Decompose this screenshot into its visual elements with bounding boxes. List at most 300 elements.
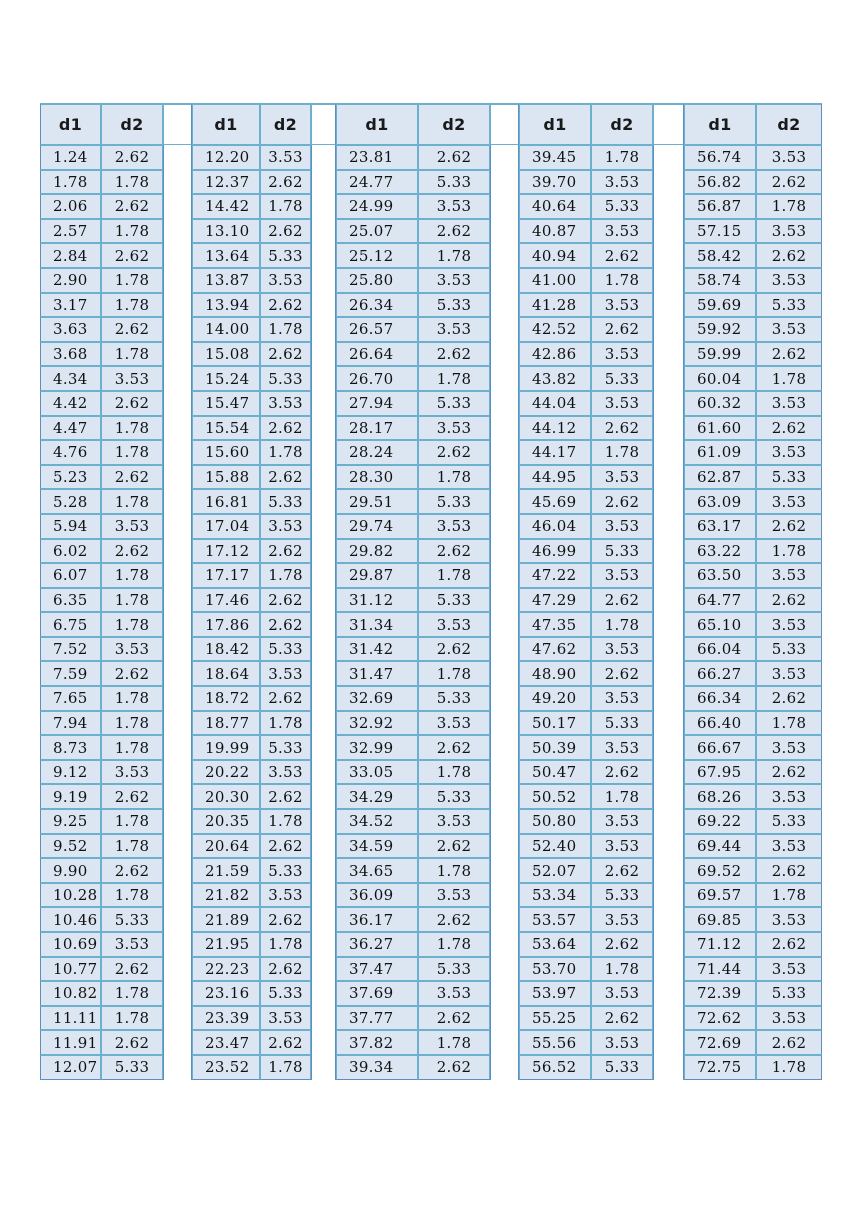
d1-cell: 18.64	[192, 661, 260, 686]
d1-cell: 13.64	[192, 243, 260, 268]
d2-cell: 1.78	[101, 489, 163, 514]
d2-cell: 3.53	[756, 268, 822, 293]
d2-cell: 3.53	[418, 416, 490, 441]
d2-cell: 5.33	[101, 1055, 163, 1080]
d1-cell: 50.39	[519, 735, 591, 760]
d2-cell: 1.78	[591, 612, 653, 637]
group-separator	[163, 170, 192, 195]
group-separator	[490, 539, 519, 564]
d2-cell: 3.53	[591, 391, 653, 416]
d1-cell: 21.95	[192, 932, 260, 957]
d1-cell: 66.04	[684, 637, 756, 662]
d2-cell: 5.33	[418, 686, 490, 711]
group-separator	[163, 1030, 192, 1055]
table-row	[40, 735, 822, 760]
d1-cell: 7.94	[40, 711, 101, 736]
group-separator	[163, 957, 192, 982]
d1-cell: 6.35	[40, 588, 101, 613]
d1-cell: 10.28	[40, 883, 101, 908]
d2-cell: 1.78	[101, 170, 163, 195]
d2-cell: 1.78	[101, 440, 163, 465]
group-separator	[653, 103, 684, 145]
d2-cell: 3.53	[101, 366, 163, 391]
d2-cell: 2.62	[260, 293, 311, 318]
d1-cell: 72.75	[684, 1055, 756, 1080]
group-separator	[163, 103, 192, 145]
d1-cell: 58.42	[684, 243, 756, 268]
group-separator	[653, 883, 684, 908]
d2-cell: 3.53	[591, 834, 653, 859]
group-separator	[163, 883, 192, 908]
d2-cell: 5.33	[418, 588, 490, 613]
d2-cell: 5.33	[260, 366, 311, 391]
group-separator	[490, 834, 519, 859]
d2-cell: 3.53	[260, 760, 311, 785]
group-separator	[163, 1006, 192, 1031]
group-separator	[490, 194, 519, 219]
d1-cell: 23.39	[192, 1006, 260, 1031]
column-header-d2: d2	[418, 103, 490, 145]
d1-cell: 20.30	[192, 784, 260, 809]
d2-cell: 1.78	[418, 366, 490, 391]
d2-cell: 1.78	[418, 661, 490, 686]
d2-cell: 2.62	[756, 170, 822, 195]
d2-cell: 5.33	[591, 194, 653, 219]
d2-cell: 3.53	[418, 514, 490, 539]
d2-cell: 2.62	[591, 858, 653, 883]
d1-cell: 5.94	[40, 514, 101, 539]
group-separator	[490, 883, 519, 908]
d2-cell: 1.78	[418, 1030, 490, 1055]
d1-cell: 53.57	[519, 907, 591, 932]
group-separator	[490, 489, 519, 514]
d1-cell: 6.75	[40, 612, 101, 637]
d2-cell: 3.53	[591, 686, 653, 711]
d1-cell: 29.82	[336, 539, 418, 564]
d2-cell: 2.62	[260, 170, 311, 195]
d1-cell: 50.80	[519, 809, 591, 834]
d1-cell: 34.65	[336, 858, 418, 883]
column-header-d2: d2	[756, 103, 822, 145]
group-separator	[653, 539, 684, 564]
d2-cell: 3.53	[591, 514, 653, 539]
group-separator	[653, 661, 684, 686]
group-separator	[653, 366, 684, 391]
d2-cell: 5.33	[756, 293, 822, 318]
d2-cell: 3.53	[756, 219, 822, 244]
d1-cell: 29.87	[336, 563, 418, 588]
group-separator	[311, 103, 336, 145]
d1-cell: 29.74	[336, 514, 418, 539]
d2-cell: 2.62	[756, 932, 822, 957]
d1-cell: 7.65	[40, 686, 101, 711]
d2-cell: 1.78	[101, 563, 163, 588]
d2-cell: 3.53	[418, 194, 490, 219]
d1-cell: 20.22	[192, 760, 260, 785]
column-header-d1: d1	[336, 103, 418, 145]
d1-cell: 72.62	[684, 1006, 756, 1031]
d1-cell: 56.74	[684, 145, 756, 170]
d2-cell: 2.62	[101, 957, 163, 982]
d1-cell: 17.12	[192, 539, 260, 564]
group-separator	[490, 907, 519, 932]
group-separator	[311, 293, 336, 318]
d1-cell: 12.07	[40, 1055, 101, 1080]
d1-cell: 55.56	[519, 1030, 591, 1055]
group-separator	[163, 588, 192, 613]
group-separator	[311, 563, 336, 588]
group-separator	[311, 514, 336, 539]
group-separator	[311, 907, 336, 932]
d1-cell: 46.99	[519, 539, 591, 564]
d2-cell: 3.53	[756, 735, 822, 760]
group-separator	[163, 342, 192, 367]
d1-cell: 39.70	[519, 170, 591, 195]
d2-cell: 3.53	[756, 440, 822, 465]
d1-cell: 6.02	[40, 539, 101, 564]
d1-cell: 69.57	[684, 883, 756, 908]
d1-cell: 27.94	[336, 391, 418, 416]
d1-cell: 26.57	[336, 317, 418, 342]
group-separator	[490, 268, 519, 293]
d2-cell: 2.62	[591, 489, 653, 514]
group-separator	[311, 170, 336, 195]
group-separator	[163, 194, 192, 219]
table-row	[40, 465, 822, 490]
d2-cell: 1.78	[260, 932, 311, 957]
d1-cell: 25.12	[336, 243, 418, 268]
column-header-d1: d1	[684, 103, 756, 145]
d1-cell: 24.99	[336, 194, 418, 219]
group-separator	[490, 103, 519, 145]
group-separator	[163, 293, 192, 318]
group-separator	[311, 539, 336, 564]
d2-cell: 5.33	[418, 391, 490, 416]
d2-cell: 5.33	[418, 170, 490, 195]
group-separator	[653, 317, 684, 342]
column-header-d2: d2	[260, 103, 311, 145]
d2-cell: 2.62	[756, 858, 822, 883]
group-separator	[653, 563, 684, 588]
d2-cell: 1.78	[418, 243, 490, 268]
d1-cell: 4.47	[40, 416, 101, 441]
group-separator	[653, 489, 684, 514]
d2-cell: 5.33	[101, 907, 163, 932]
group-separator	[311, 1030, 336, 1055]
group-separator	[490, 170, 519, 195]
group-separator	[490, 588, 519, 613]
d1-cell: 11.91	[40, 1030, 101, 1055]
d2-cell: 1.78	[101, 711, 163, 736]
group-separator	[163, 440, 192, 465]
d2-cell: 2.62	[756, 243, 822, 268]
group-separator	[311, 711, 336, 736]
d1-cell: 12.20	[192, 145, 260, 170]
d2-cell: 2.62	[418, 440, 490, 465]
d2-cell: 3.53	[418, 612, 490, 637]
d1-cell: 14.00	[192, 317, 260, 342]
d2-cell: 3.53	[591, 293, 653, 318]
d2-cell: 5.33	[260, 858, 311, 883]
d2-cell: 3.53	[756, 317, 822, 342]
table-row	[40, 588, 822, 613]
group-separator	[311, 342, 336, 367]
d2-cell: 2.62	[260, 834, 311, 859]
group-separator	[311, 1055, 336, 1080]
group-separator	[653, 588, 684, 613]
d1-cell: 42.52	[519, 317, 591, 342]
d2-cell: 2.62	[591, 661, 653, 686]
d2-cell: 3.53	[101, 760, 163, 785]
d2-cell: 2.62	[756, 342, 822, 367]
d1-cell: 58.74	[684, 268, 756, 293]
group-separator	[653, 932, 684, 957]
table-row	[40, 440, 822, 465]
d2-cell: 2.62	[260, 612, 311, 637]
d1-cell: 9.52	[40, 834, 101, 859]
group-separator	[163, 317, 192, 342]
d2-cell: 2.62	[418, 735, 490, 760]
d1-cell: 11.11	[40, 1006, 101, 1031]
d1-cell: 25.80	[336, 268, 418, 293]
d2-cell: 2.62	[260, 784, 311, 809]
table-row	[40, 563, 822, 588]
d2-cell: 1.78	[101, 686, 163, 711]
d1-cell: 9.25	[40, 809, 101, 834]
d2-cell: 2.62	[101, 784, 163, 809]
group-separator	[490, 661, 519, 686]
d2-cell: 1.78	[260, 809, 311, 834]
d2-cell: 1.78	[101, 735, 163, 760]
d1-cell: 56.52	[519, 1055, 591, 1080]
d1-cell: 26.34	[336, 293, 418, 318]
column-header-d1: d1	[519, 103, 591, 145]
column-header-d1: d1	[192, 103, 260, 145]
d2-cell: 2.62	[591, 1006, 653, 1031]
group-separator	[490, 366, 519, 391]
d1-cell: 47.35	[519, 612, 591, 637]
d2-cell: 2.62	[260, 539, 311, 564]
d2-cell: 1.78	[418, 932, 490, 957]
d1-cell: 69.22	[684, 809, 756, 834]
d2-cell: 2.62	[418, 1055, 490, 1080]
group-separator	[490, 416, 519, 441]
group-separator	[311, 268, 336, 293]
d1-cell: 32.99	[336, 735, 418, 760]
d2-cell: 2.62	[101, 145, 163, 170]
d2-cell: 3.53	[418, 268, 490, 293]
group-separator	[163, 784, 192, 809]
d2-cell: 2.62	[101, 317, 163, 342]
d1-cell: 37.69	[336, 981, 418, 1006]
d1-cell: 29.51	[336, 489, 418, 514]
d1-cell: 18.72	[192, 686, 260, 711]
group-separator	[311, 686, 336, 711]
group-separator	[653, 981, 684, 1006]
d2-cell: 2.62	[756, 760, 822, 785]
d1-cell: 12.37	[192, 170, 260, 195]
group-separator	[311, 612, 336, 637]
d1-cell: 60.04	[684, 366, 756, 391]
group-separator	[490, 243, 519, 268]
group-separator	[490, 219, 519, 244]
d2-cell: 3.53	[591, 342, 653, 367]
d1-cell: 52.40	[519, 834, 591, 859]
group-separator	[653, 440, 684, 465]
group-separator	[653, 465, 684, 490]
d1-cell: 69.52	[684, 858, 756, 883]
group-separator	[490, 1006, 519, 1031]
d1-cell: 66.34	[684, 686, 756, 711]
d1-cell: 63.50	[684, 563, 756, 588]
d2-cell: 3.53	[756, 612, 822, 637]
d2-cell: 5.33	[260, 637, 311, 662]
group-separator	[311, 243, 336, 268]
d2-cell: 2.62	[101, 391, 163, 416]
d2-cell: 3.53	[418, 809, 490, 834]
d1-cell: 68.26	[684, 784, 756, 809]
group-separator	[653, 957, 684, 982]
d2-cell: 1.78	[101, 219, 163, 244]
d2-cell: 3.53	[101, 637, 163, 662]
d1-cell: 60.32	[684, 391, 756, 416]
d2-cell: 1.78	[101, 416, 163, 441]
d1-cell: 31.34	[336, 612, 418, 637]
d2-cell: 1.78	[101, 588, 163, 613]
d2-cell: 3.53	[591, 465, 653, 490]
d1-cell: 40.87	[519, 219, 591, 244]
d2-cell: 3.53	[756, 661, 822, 686]
d1-cell: 56.87	[684, 194, 756, 219]
d2-cell: 1.78	[591, 784, 653, 809]
d1-cell: 9.12	[40, 760, 101, 785]
table-row	[40, 194, 822, 219]
d2-cell: 1.78	[101, 834, 163, 859]
d2-cell: 2.62	[591, 588, 653, 613]
group-separator	[163, 366, 192, 391]
group-separator	[653, 145, 684, 170]
d1-cell: 15.88	[192, 465, 260, 490]
d1-cell: 26.70	[336, 366, 418, 391]
d2-cell: 3.53	[756, 391, 822, 416]
d2-cell: 5.33	[591, 366, 653, 391]
group-separator	[490, 809, 519, 834]
table-row	[40, 981, 822, 1006]
group-separator	[311, 416, 336, 441]
d2-cell: 3.53	[756, 145, 822, 170]
group-separator	[490, 145, 519, 170]
d2-cell: 3.53	[756, 563, 822, 588]
group-separator	[163, 809, 192, 834]
d2-cell: 1.78	[418, 465, 490, 490]
table-row	[40, 317, 822, 342]
d2-cell: 5.33	[756, 637, 822, 662]
group-separator	[163, 416, 192, 441]
group-separator	[163, 514, 192, 539]
d1-cell: 42.86	[519, 342, 591, 367]
d2-cell: 1.78	[591, 268, 653, 293]
group-separator	[490, 1055, 519, 1080]
d1-cell: 21.59	[192, 858, 260, 883]
d2-cell: 3.53	[591, 809, 653, 834]
d2-cell: 2.62	[101, 465, 163, 490]
group-separator	[653, 735, 684, 760]
d1-cell: 10.46	[40, 907, 101, 932]
table-row	[40, 834, 822, 859]
group-separator	[653, 391, 684, 416]
d1-cell: 39.34	[336, 1055, 418, 1080]
d2-cell: 3.53	[260, 268, 311, 293]
group-separator	[653, 907, 684, 932]
group-separator	[311, 834, 336, 859]
d1-cell: 56.82	[684, 170, 756, 195]
group-separator	[490, 563, 519, 588]
group-separator	[311, 858, 336, 883]
d2-cell: 2.62	[418, 539, 490, 564]
d1-cell: 66.40	[684, 711, 756, 736]
group-separator	[653, 858, 684, 883]
header-row	[40, 103, 822, 145]
d1-cell: 71.44	[684, 957, 756, 982]
d1-cell: 41.28	[519, 293, 591, 318]
size-table	[40, 103, 822, 1080]
d2-cell: 5.33	[756, 981, 822, 1006]
d1-cell: 21.89	[192, 907, 260, 932]
d1-cell: 20.35	[192, 809, 260, 834]
d2-cell: 3.53	[101, 514, 163, 539]
group-separator	[163, 907, 192, 932]
d1-cell: 64.77	[684, 588, 756, 613]
table-row	[40, 366, 822, 391]
table-row	[40, 858, 822, 883]
d1-cell: 59.99	[684, 342, 756, 367]
d2-cell: 5.33	[260, 981, 311, 1006]
group-separator	[490, 957, 519, 982]
d2-cell: 5.33	[591, 1055, 653, 1080]
group-separator	[653, 711, 684, 736]
d1-cell: 23.81	[336, 145, 418, 170]
group-separator	[163, 637, 192, 662]
group-separator	[163, 711, 192, 736]
d1-cell: 47.62	[519, 637, 591, 662]
d1-cell: 53.70	[519, 957, 591, 982]
d2-cell: 1.78	[756, 711, 822, 736]
table-row	[40, 637, 822, 662]
group-separator	[311, 219, 336, 244]
group-separator	[311, 489, 336, 514]
d2-cell: 2.62	[418, 145, 490, 170]
d1-cell: 33.05	[336, 760, 418, 785]
group-separator	[163, 661, 192, 686]
d1-cell: 49.20	[519, 686, 591, 711]
d1-cell: 40.94	[519, 243, 591, 268]
d2-cell: 5.33	[756, 465, 822, 490]
d1-cell: 59.69	[684, 293, 756, 318]
d1-cell: 10.77	[40, 957, 101, 982]
group-separator	[311, 366, 336, 391]
d2-cell: 3.53	[260, 391, 311, 416]
d1-cell: 15.54	[192, 416, 260, 441]
column-header-d2: d2	[591, 103, 653, 145]
d2-cell: 2.62	[101, 858, 163, 883]
d1-cell: 65.10	[684, 612, 756, 637]
d2-cell: 1.78	[591, 145, 653, 170]
d2-cell: 1.78	[260, 440, 311, 465]
group-separator	[653, 514, 684, 539]
group-separator	[163, 735, 192, 760]
d1-cell: 4.76	[40, 440, 101, 465]
group-separator	[490, 391, 519, 416]
